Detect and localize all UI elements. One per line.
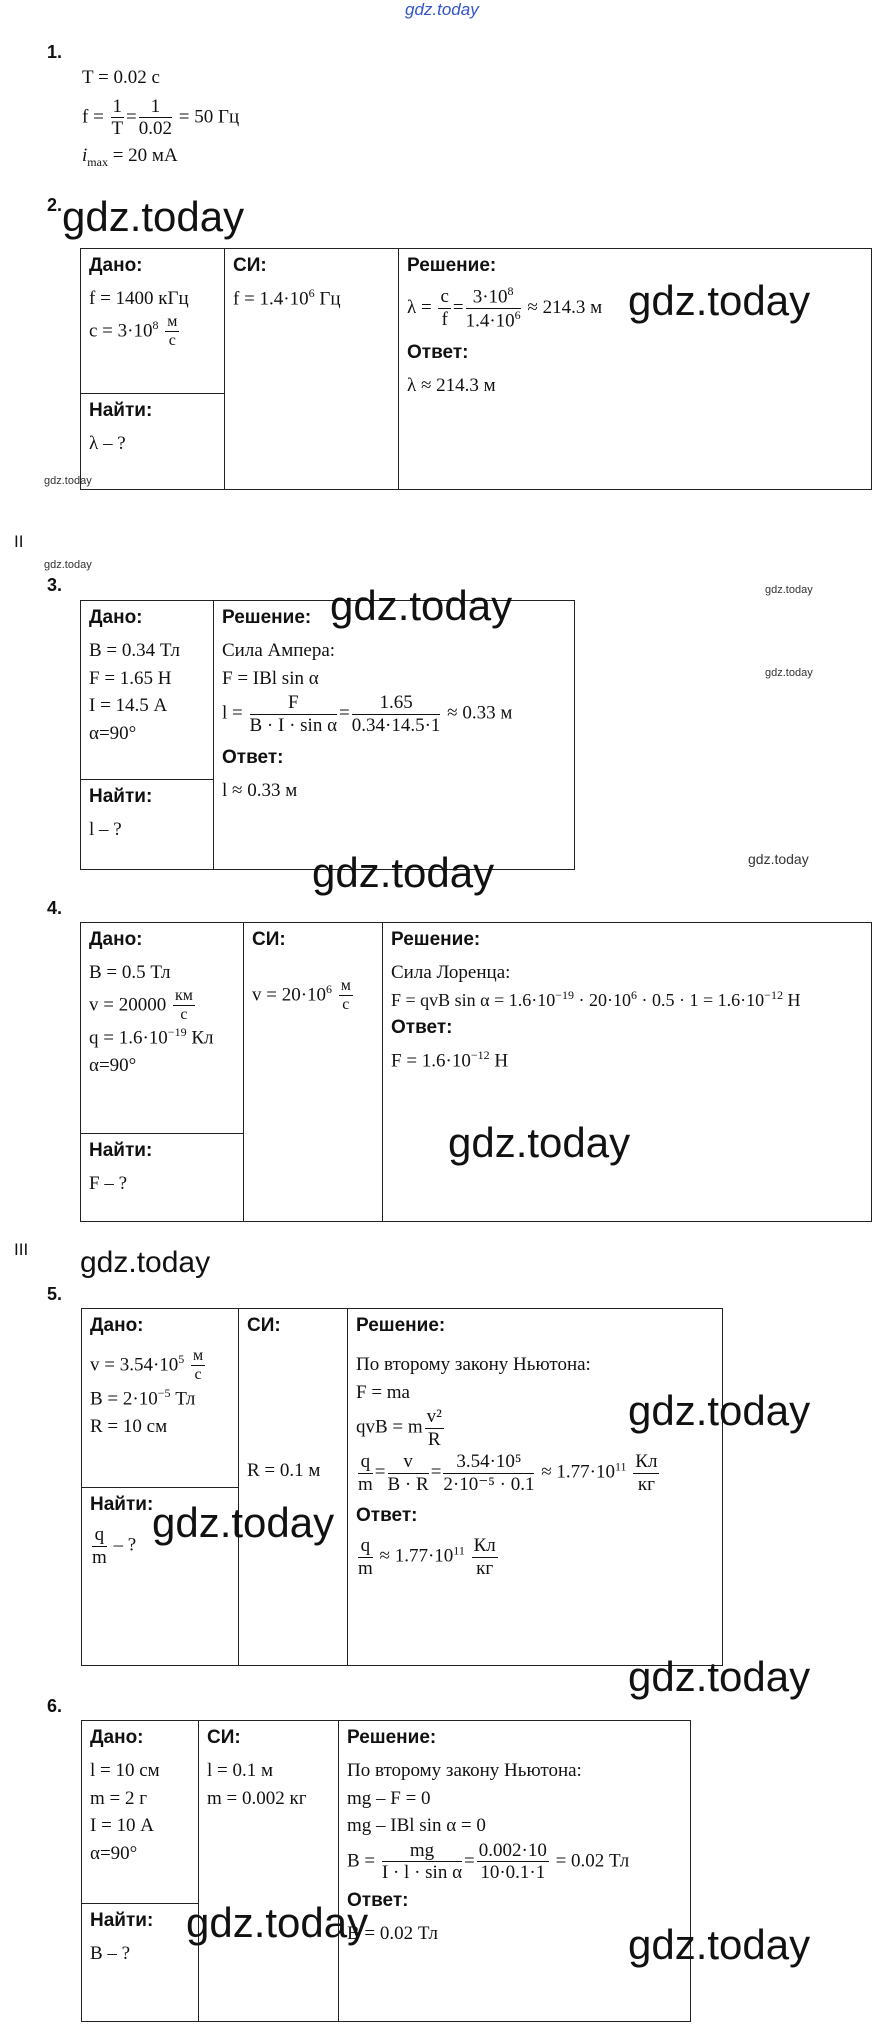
problem-2-find: λ – ?: [89, 433, 126, 454]
problem-4-given-v: v = 20000 $\frac{км}{с}$: [89, 986, 193, 1023]
watermark: gdz.today: [152, 1499, 335, 1546]
problem-2-solution-cell: Решение: λ = $\frac{c}{f}$ = $\frac{3\cdot 10^8}{1.4\cdot 10^6}$ ≈ 214.3 м Ответ: λ ≈ 214.3 м: [399, 249, 872, 490]
problem-4-table: [80, 922, 872, 1222]
problem-5-find: $\frac{q}{m}$ – ?: [92, 1524, 137, 1568]
problem-1-line-period: T = 0.02 с: [82, 67, 160, 88]
problem-3-solution-title: Сила Ампера:: [222, 640, 336, 661]
watermark: gdz.today: [312, 849, 495, 896]
watermark: gdz.today: [628, 1387, 811, 1434]
watermark: gdz.today: [765, 584, 813, 596]
problem-6-solution-l3: B = $\frac{mg}{\text{I · l · sin α}}$ = $\frac{0.002\cdot 10}{10\cdot 0.1\cdot 1}$ = 0.02 Тл: [347, 1839, 630, 1884]
problem-3-find-cell: Найти: l – ?: [81, 780, 214, 870]
problem-6-solution-l2: mg – IBl sin α = 0: [347, 1815, 486, 1837]
problem-5-number: 5.: [47, 1284, 63, 1304]
problem-5-find-cell: Найти: $\frac{q}{m}$ – ?: [82, 1488, 239, 1666]
watermark: gdz.today: [448, 1119, 631, 1166]
problem-4-answer: $F = 1.6\cdot 10^{-12}$ Н: [391, 1047, 509, 1071]
problem-3-given-b: B = 0.34 Тл: [89, 640, 181, 661]
watermark: gdz.today: [80, 1246, 211, 1279]
section-ii-label: II: [14, 532, 24, 551]
problem-4-number: 4.: [47, 898, 63, 918]
problem-5-si-r: R = 0.1 м: [247, 1460, 321, 1481]
problem-4-find-cell: Найти: F – ?: [81, 1134, 244, 1222]
problem-6-number: 6.: [47, 1696, 63, 1716]
watermark: gdz.today: [44, 559, 92, 571]
problem-3-table: [80, 600, 575, 870]
problem-5-given-v: $v = 3.54\cdot 10^5$ $\frac{м}{с}$: [90, 1347, 204, 1384]
watermark: gdz.today: [186, 1899, 369, 1946]
problem-6-answer: B = 0.02 Тл: [347, 1923, 439, 1945]
problem-3-answer: l ≈ 0.33 м: [222, 779, 298, 801]
problem-6-find-cell: Найти: B – ?: [82, 1904, 199, 2022]
problem-2-si-f: $f = 1.4\cdot 10^6$ Гц: [233, 286, 341, 310]
problem-4-solution-formula: F = qvB $\sin \alpha = 1.6\cdot 10^{-19} \cdot 20\cdot 10^6 \cdot 0.5 \cdot 1 = 1.6\cdot 10^{-12}$ Н: [391, 987, 801, 1010]
problem-2-given-f: f = 1400 кГц: [89, 288, 189, 309]
problem-6-find: B – ?: [90, 1943, 131, 1964]
problem-6-si-l: l = 0.1 м: [207, 1760, 274, 1781]
problem-5-si-cell: СИ: R = 0.1 м: [239, 1309, 348, 1666]
problem-3-solution-calc: l = $\frac{F}{\text{B · I · sin α}}$ = $\frac{1.65}{0.34\cdot 14.5\cdot 1}$ ≈ 0.33 м: [222, 692, 513, 736]
problem-4-given-b: B = 0.5 Тл: [89, 962, 171, 983]
watermark: gdz.today: [330, 582, 513, 629]
problem-4-given-q: $q = 1.6\cdot 10^{-19}$ Кл: [89, 1025, 214, 1049]
problem-3-given-alpha: α=90°: [89, 722, 137, 744]
header-site-link[interactable]: gdz.today: [405, 0, 479, 19]
problem-5-solution-l2: qvB = m $\frac{\text{v²}}{R}$: [356, 1406, 442, 1450]
problem-2-solution-formula: λ = $\frac{c}{f}$ = $\frac{3\cdot 10^8}{1.4\cdot 10^6}$ ≈ 214.3 м: [407, 284, 603, 332]
problem-4-si-cell: СИ: $v = 20\cdot 10^6$ $\frac{м}{с}$: [244, 923, 383, 1222]
section-iii-label: III: [14, 1240, 29, 1259]
watermark: gdz.today: [765, 667, 813, 679]
problem-3-solution-cell: Решение: Сила Ампера: F = IBl sin α l = $\frac{F}{\text{B · I · sin α}}$ = $\frac{1.65}{0.34\cdot 14.5\cdot 1}$ ≈ 0.33 м Ответ: l ≈ 0.33 м: [214, 601, 575, 870]
problem-5-solution-cell: Решение: По второму закону Ньютона: F = ma qvB = m $\frac{\text{v²}}{R}$ $\frac{q}{m}$ = $\frac{v}{B \cdot R}$ = $\frac{\text{3.54·10⁵}}{\text{2·10⁻⁵ · 0.1}}$ ≈ $1.77\cdot 10^{11}$ $\frac{Кл}{кг}$ Ответ: $\frac{q}{m}$ ≈ $1.77\cdot 10^{11}$ $\frac{Кл}{кг}$: [348, 1309, 723, 1666]
problem-3-solution-formula: F = IBl sin α: [222, 667, 319, 689]
problem-6-given-cell: Дано: l = 10 см m = 2 г I = 10 А α=90°: [82, 1721, 199, 1904]
problem-1-line-frequency: f = $\frac{1}{T}$ = $\frac{1}{0.02}$ = 50 Гц: [82, 95, 240, 140]
problem-6-given-alpha: α=90°: [90, 1842, 138, 1864]
problem-5-given-cell: Дано: $v = 3.54\cdot 10^5$ $\frac{м}{с}$ $B = 2\cdot 10^{-5}$ Тл R = 10 см: [82, 1309, 239, 1488]
problem-6-si-cell: СИ: l = 0.1 м m = 0.002 кг: [199, 1721, 339, 2022]
problem-4-solution-title: Сила Лоренца:: [391, 962, 511, 983]
problem-1-number: 1.: [47, 42, 63, 62]
problem-6-given-l: l = 10 см: [90, 1760, 160, 1781]
problem-5-solution-l1: F = ma: [356, 1381, 410, 1403]
problem-2-number: 2.: [47, 195, 63, 215]
problem-2-answer: λ ≈ 214.3 м: [407, 375, 496, 397]
problem-2-given-cell: Дано: f = 1400 кГц $c = 3\cdot 10^8$ $\frac{м}{с}$: [81, 249, 225, 394]
watermark: gdz.today: [628, 1921, 811, 1968]
problem-6-solution-cell: Решение: По второму закону Ньютона: mg – F = 0 mg – IBl sin α = 0 B = $\frac{mg}{\text{I · l · sin α}}$ = $\frac{0.002\cdot 10}{10\cdot 0.1\cdot 1}$ = 0.02 Тл Ответ: B = 0.02 Тл: [339, 1721, 691, 2022]
problem-5-given-r: R = 10 см: [90, 1415, 168, 1437]
problem-6-table: [81, 1720, 691, 2022]
problem-1-body: [82, 64, 239, 171]
problem-6-given-m: m = 2 г: [90, 1787, 148, 1809]
problem-3-find: l – ?: [89, 819, 122, 840]
problem-3-given-cell: Дано: B = 0.34 Тл F = 1.65 Н I = 14.5 А α=90°: [81, 601, 214, 780]
watermark: gdz.today: [44, 475, 92, 487]
watermark: gdz.today: [628, 1653, 811, 1700]
problem-6-solution-title: По второму закону Ньютона:: [347, 1760, 582, 1781]
problem-4-find: F – ?: [89, 1173, 127, 1194]
problem-4-si-v: $v = 20\cdot 10^6$ $\frac{м}{с}$: [252, 977, 351, 1014]
watermark: gdz.today: [62, 193, 245, 240]
problem-6-solution-l1: mg – F = 0: [347, 1787, 431, 1809]
problem-5-table: [81, 1308, 723, 1666]
problem-5-given-b: $B = 2\cdot 10^{-5}$ Тл: [90, 1385, 196, 1410]
problem-5-answer: $\frac{q}{m}$ ≈ $1.77\cdot 10^{11}$ $\frac{Кл}{кг}$: [358, 1535, 496, 1580]
watermark: gdz.today: [628, 277, 811, 324]
problem-6-si-m: m = 0.002 кг: [207, 1787, 307, 1809]
problem-3-number: 3.: [47, 575, 63, 595]
problem-2-find-cell: Найти: λ – ?: [81, 394, 225, 490]
watermark: gdz.today: [748, 851, 809, 867]
problem-5-solution-title: По второму закону Ньютона:: [356, 1354, 591, 1375]
problem-5-solution-l3: $\frac{q}{m}$ = $\frac{v}{B \cdot R}$ = $\frac{\text{3.54·10⁵}}{\text{2·10⁻⁵ · 0.1}}$ ≈ $1.77\cdot 10^{11}$ $\frac{Кл}{кг}$: [358, 1450, 658, 1495]
problem-4-given-cell: Дано: B = 0.5 Тл v = 20000 $\frac{км}{с}$ $q = 1.6\cdot 10^{-19}$ Кл α=90°: [81, 923, 244, 1134]
problem-1-line-current: $i_{max} = 20$ мА: [82, 145, 178, 170]
problem-2-si-cell: СИ: $f = 1.4\cdot 10^6$ Гц: [225, 249, 399, 490]
problem-3-given-f: F = 1.65 Н: [89, 667, 172, 689]
problem-4-given-alpha: α=90°: [89, 1055, 137, 1077]
problem-6-given-i: I = 10 А: [90, 1815, 155, 1837]
problem-3-given-i: I = 14.5 А: [89, 695, 168, 717]
problem-2-given-c: $c = 3\cdot 10^8$ $\frac{м}{с}$: [89, 312, 178, 349]
problem-4-solution-cell: Решение: Сила Лоренца: F = qvB $\sin \alpha = 1.6\cdot 10^{-19} \cdot 20\cdot 10^6 \cdot 0.5 \cdot 1 = 1.6\cdot 10^{-12}$ Н Ответ: $F = 1.6\cdot 10^{-12}$ Н: [383, 923, 872, 1222]
